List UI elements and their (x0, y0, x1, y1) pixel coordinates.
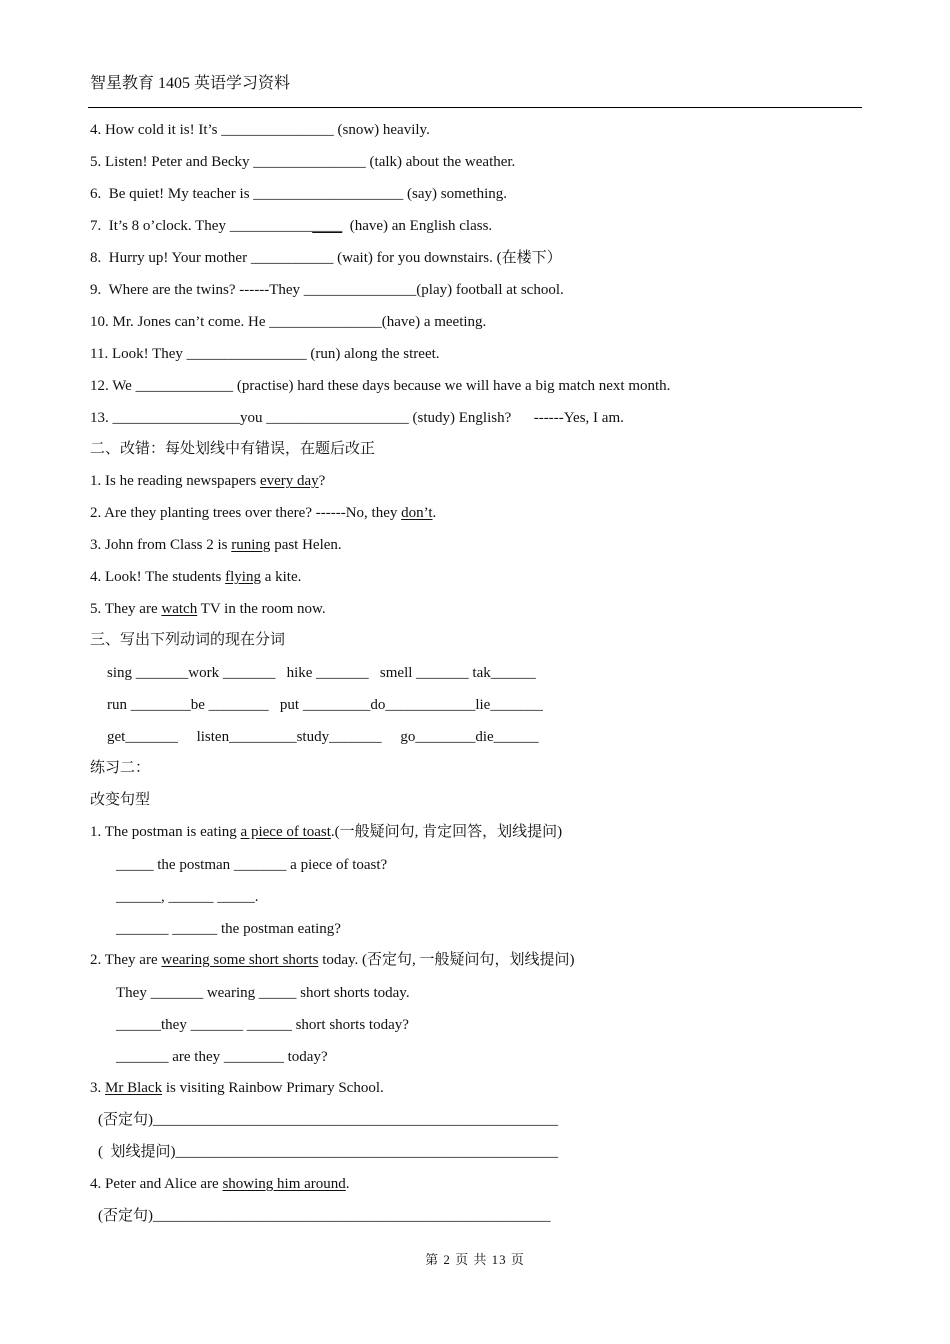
page-number: 第 2 页 共 13 页 (425, 1252, 525, 1267)
text-line (90, 440, 375, 458)
line-text: 练习二： (90, 760, 151, 776)
text-line (90, 377, 670, 395)
text-line (107, 696, 543, 714)
line-text: 7. It’s 8 o’clock. They ___________ (90, 218, 313, 234)
text-line (90, 281, 564, 299)
line-text: They _______ wearing _____ short shorts today. (116, 985, 410, 1001)
underlined-phrase: a piece of toast (240, 824, 331, 840)
line-text: sing _______work _______ hike _______ smell _______ tak______ (107, 665, 536, 681)
line-text: 2. Are they planting trees over there? ------No, they (90, 505, 402, 521)
underlined-phrase: every day (259, 473, 319, 489)
text-line (116, 984, 410, 1002)
underlined-phrase: runing (231, 537, 271, 553)
line-text: _______ ______ the postman eating? (116, 921, 341, 937)
line-text: TV in the room now. (197, 601, 326, 617)
line-text: 5. Listen! Peter and Becky _______________ (talk) about the weather. (90, 154, 516, 170)
text-line (107, 728, 539, 746)
line-text: _______ are they ________ today? (116, 1049, 328, 1065)
line-text: 6. Be quiet! My teacher is ____________________ (say) something. (90, 186, 508, 202)
line-text: 3. (90, 1080, 105, 1096)
line-text: past Helen. (270, 537, 342, 553)
underlined-phrase: ____ (312, 218, 343, 234)
line-text: 8. Hurry up! Your mother ___________ (wait) for you downstairs. (在楼下） (90, 250, 562, 266)
line-text: 1. Is he reading newspapers (90, 473, 260, 489)
line-text: 13. _________________you ___________________ (study) English? ------Yes, I am. (90, 410, 624, 426)
text-line (90, 791, 150, 809)
text-line (107, 664, 536, 682)
text-line (90, 185, 507, 203)
line-text: (否定句)_____________________________________________________ (98, 1208, 551, 1224)
text-line (90, 249, 562, 267)
line-text: 二、改错：每处划线中有错误，在题后改正 (90, 441, 376, 457)
line-text: ( 划线提问)___________________________________________________ (98, 1144, 558, 1160)
line-text: is visiting Rainbow Primary School. (162, 1080, 384, 1096)
line-text: 4. Look! The students (90, 569, 226, 585)
text-line (90, 504, 436, 522)
header-divider (88, 107, 862, 108)
line-text: (否定句)______________________________________________________ (98, 1112, 558, 1128)
line-text: 9. Where are the twins? ------They _______________(play) football at school. (90, 282, 564, 298)
line-text: get_______ listen_________study_______ go________die______ (107, 729, 539, 745)
text-line (90, 823, 562, 841)
underlined-phrase: flying (225, 569, 261, 585)
line-text: (have) an English class. (342, 218, 493, 234)
underlined-phrase: Mr Black (105, 1080, 163, 1096)
text-line (90, 600, 326, 618)
line-text: ? (318, 473, 326, 489)
text-line (90, 313, 486, 331)
text-line (116, 888, 259, 906)
text-line (90, 759, 150, 777)
text-line (90, 568, 301, 586)
line-text: 11. Look! They ________________ (run) along the street. (90, 346, 440, 362)
line-text: 10. Mr. Jones can’t come. He _______________(have) a meeting. (90, 314, 487, 330)
line-text: 2. They are (90, 952, 162, 968)
underlined-phrase: showing him around (222, 1176, 346, 1192)
text-line (90, 153, 515, 171)
line-text: 4. Peter and Alice are (90, 1176, 223, 1192)
line-text: ______, ______ _____. (116, 889, 259, 905)
text-line (98, 1207, 551, 1225)
line-text: run ________be ________ put _________do____________lie_______ (107, 697, 543, 713)
text-line (116, 920, 341, 938)
text-line (90, 1175, 350, 1193)
line-text: 5. They are (90, 601, 162, 617)
line-text: .(一般疑问句, 肯定回答，划线提问) (330, 824, 563, 840)
line-text: 12. We _____________ (practise) hard these days because we will have a big match next month. (90, 378, 671, 394)
text-line (90, 472, 325, 490)
line-text: 改变句型 (90, 792, 151, 808)
underlined-phrase: wearing some short shorts (161, 952, 319, 968)
text-line (90, 121, 430, 139)
text-line (90, 345, 440, 363)
line-text: 3. John from Class 2 is (90, 537, 232, 553)
text-line (116, 856, 387, 874)
text-line (116, 1048, 328, 1066)
text-line (90, 409, 624, 427)
text-line (90, 217, 492, 235)
line-text: . (345, 1176, 350, 1192)
line-text: 三、写出下列动词的现在分词 (90, 632, 286, 648)
line-text: a kite. (260, 569, 302, 585)
text-line (116, 1016, 409, 1034)
line-text: . (432, 505, 437, 521)
line-text: 4. How cold it is! It’s _______________ (snow) heavily. (90, 122, 430, 138)
text-line (90, 951, 575, 969)
underlined-phrase: watch (161, 601, 198, 617)
line-text: ______they _______ ______ short shorts today? (116, 1017, 409, 1033)
line-text: _____ the postman _______ a piece of toast? (116, 857, 388, 873)
text-line (98, 1111, 558, 1129)
line-text: 1. The postman is eating (90, 824, 241, 840)
page-header-title: 智星教育 1405 英语学习资料 (90, 75, 291, 92)
text-line (90, 1079, 384, 1097)
text-line (98, 1143, 558, 1161)
underlined-phrase: don’t (401, 505, 433, 521)
line-text: today. (否定句, 一般疑问句，划线提问) (318, 952, 575, 968)
text-line (90, 631, 285, 649)
text-line (90, 536, 342, 554)
